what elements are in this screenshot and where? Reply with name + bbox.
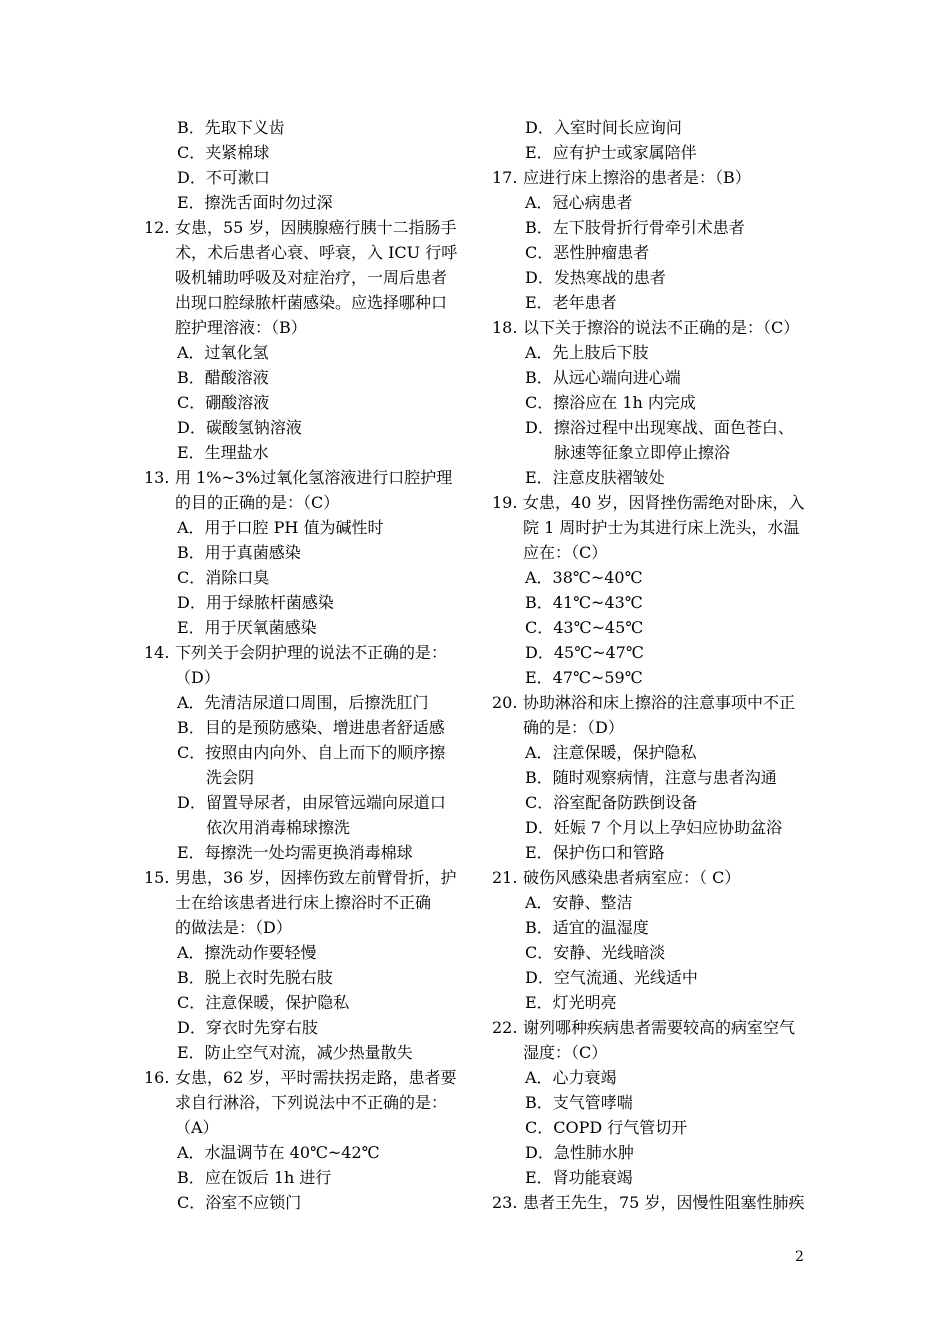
question-text: 用 1%~3%过氧化氢溶液进行口腔护理 [175, 468, 453, 487]
answer-option: A．水温调节在 40℃~42℃ [177, 1143, 380, 1162]
question-number: 16. [144, 1068, 170, 1087]
question-continuation: 确的是：（D） [523, 718, 624, 737]
question-continuation: 的做法是：（D） [175, 918, 292, 937]
question-number: 14. [144, 643, 170, 662]
question-number: 20. [492, 693, 518, 712]
question-continuation: 的目的正确的是：（C） [175, 493, 340, 512]
question-text: 应进行床上擦浴的患者是：（B） [523, 168, 751, 187]
option-continuation: 脉速等征象立即停止擦浴 [554, 443, 731, 462]
answer-option: D．留置导尿者，由尿管远端向尿道口 [177, 793, 446, 812]
answer-option: E．每擦洗一处均需更换消毒棉球 [177, 843, 413, 862]
answer-option: C．注意保暖，保护隐私 [177, 993, 350, 1012]
answer-option: D．发热寒战的患者 [525, 268, 666, 287]
question-continuation: 应在：（C） [523, 543, 608, 562]
question-number: 23. [492, 1193, 518, 1212]
answer-option: E．擦洗舌面时勿过深 [177, 193, 333, 212]
question-continuation: 吸机辅助呼吸及对症治疗，一周后患者 [175, 268, 448, 287]
question-number: 22. [492, 1018, 518, 1037]
answer-option: E．应有护士或家属陪伴 [525, 143, 697, 162]
question-text: 男患，36 岁，因摔伤致左前臂骨折，护 [175, 868, 457, 887]
answer-option: C．COPD 行气管切开 [525, 1118, 688, 1137]
option-continuation: 洗会阴 [206, 768, 255, 787]
question-line [492, 865, 822, 890]
answer-option: D．擦浴过程中出现寒战、面色苍白、 [525, 418, 794, 437]
question-continuation: 术，术后患者心衰、呼衰，入 ICU 行呼 [175, 243, 458, 262]
answer-option: A．过氧化氢 [177, 343, 269, 362]
question-text: 破伤风感染患者病室应：（ C） [523, 868, 741, 887]
question-number: 17. [492, 168, 518, 187]
question-line [144, 1065, 474, 1090]
question-line [144, 215, 474, 240]
answer-option: B．从远心端向进心端 [525, 368, 681, 387]
question-continuation: 腔护理溶液：（B） [175, 318, 307, 337]
question-line [144, 465, 474, 490]
answer-option: A．用于口腔 PH 值为碱性时 [177, 518, 384, 537]
question-text: 协助淋浴和床上擦浴的注意事项中不正 [523, 693, 796, 712]
right-column [492, 115, 822, 1215]
answer-option: E．肾功能衰竭 [525, 1168, 633, 1187]
answer-option: B．随时观察病情，注意与患者沟通 [525, 768, 777, 787]
question-continuation: （D） [175, 668, 220, 687]
answer-option: D．妊娠 7 个月以上孕妇应协助盆浴 [525, 818, 783, 837]
question-number: 19. [492, 493, 518, 512]
question-line [492, 1190, 822, 1215]
answer-option: C．擦浴应在 1h 内完成 [525, 393, 696, 412]
question-number: 18. [492, 318, 518, 337]
answer-option: E．灯光明亮 [525, 993, 617, 1012]
answer-option: A．先清洁尿道口周围，后擦洗肛门 [177, 693, 429, 712]
answer-option: C．夹紧棉球 [177, 143, 270, 162]
question-text: 女患，40 岁，因肾挫伤需绝对卧床，入 [523, 493, 805, 512]
answer-option: C．恶性肿瘤患者 [525, 243, 650, 262]
question-line [492, 490, 822, 515]
question-continuation: 士在给该患者进行床上擦浴时不正确 [175, 893, 432, 912]
question-text: 女患，62 岁，平时需扶拐走路，患者要 [175, 1068, 457, 1087]
question-line [492, 690, 822, 715]
question-number: 12. [144, 218, 170, 237]
answer-option: B．先取下义齿 [177, 118, 285, 137]
question-continuation: 出现口腔绿脓杆菌感染。应选择哪种口 [175, 293, 448, 312]
answer-option: A．先上肢后下肢 [525, 343, 649, 362]
question-number: 21. [492, 868, 518, 887]
question-continuation: 湿度：（C） [523, 1043, 608, 1062]
question-text: 患者王先生，75 岁，因慢性阻塞性肺疾 [523, 1193, 805, 1212]
question-number: 13. [144, 468, 170, 487]
answer-option: B．左下肢骨折行骨牵引术患者 [525, 218, 745, 237]
answer-option: E．注意皮肤褶皱处 [525, 468, 665, 487]
answer-option: C．安静、光线暗淡 [525, 943, 666, 962]
answer-option: E．47℃~59℃ [525, 668, 643, 687]
answer-option: D．空气流通、光线适中 [525, 968, 698, 987]
answer-option: B．目的是预防感染、增进患者舒适感 [177, 718, 445, 737]
answer-option: E．老年患者 [525, 293, 617, 312]
question-line [492, 165, 822, 190]
answer-option: A．擦洗动作要轻慢 [177, 943, 317, 962]
answer-option: E．保护伤口和管路 [525, 843, 665, 862]
question-text: 以下关于擦浴的说法不正确的是：（C） [523, 318, 800, 337]
answer-option: A．冠心病患者 [525, 193, 633, 212]
answer-option: D．碳酸氢钠溶液 [177, 418, 302, 437]
question-continuation: 求自行淋浴，下列说法中不正确的是： [175, 1093, 448, 1112]
question-line [492, 1015, 822, 1040]
answer-option: D．急性肺水肿 [525, 1143, 634, 1162]
answer-option: D．入室时间长应询问 [525, 118, 682, 137]
answer-option: D．不可漱口 [177, 168, 270, 187]
answer-option: D．45℃~47℃ [525, 643, 644, 662]
answer-option: B．脱上衣时先脱右肢 [177, 968, 333, 987]
question-continuation: 院 1 周时护士为其进行床上洗头，水温 [523, 518, 800, 537]
answer-option: A．安静、整洁 [525, 893, 633, 912]
answer-option: B．应在饭后 1h 进行 [177, 1168, 332, 1187]
answer-option: C．消除口臭 [177, 568, 270, 587]
question-text: 谢列哪种疾病患者需要较高的病室空气 [523, 1018, 796, 1037]
answer-option: E．生理盐水 [177, 443, 269, 462]
question-number: 15. [144, 868, 170, 887]
answer-option: B．适宜的温湿度 [525, 918, 649, 937]
answer-option: D．穿衣时先穿右肢 [177, 1018, 318, 1037]
question-line [144, 640, 474, 665]
answer-option: E．防止空气对流，减少热量散失 [177, 1043, 413, 1062]
answer-option: A．38℃~40℃ [525, 568, 643, 587]
option-continuation: 依次用消毒棉球擦洗 [206, 818, 351, 837]
answer-option: C．浴室配备防跌倒设备 [525, 793, 698, 812]
question-text: 下列关于会阴护理的说法不正确的是： [175, 643, 448, 662]
answer-option: A．心力衰竭 [525, 1068, 617, 1087]
question-text: 女患，55 岁，因胰腺癌行胰十二指肠手 [175, 218, 457, 237]
answer-option: A．注意保暖，保护隐私 [525, 743, 697, 762]
left-column [144, 115, 474, 1215]
answer-option: C．硼酸溶液 [177, 393, 270, 412]
answer-option: C．浴室不应锁门 [177, 1193, 302, 1212]
answer-option: C．43℃~45℃ [525, 618, 644, 637]
question-line [492, 315, 822, 340]
answer-option: E．用于厌氧菌感染 [177, 618, 317, 637]
question-line [144, 865, 474, 890]
answer-option: B．41℃~43℃ [525, 593, 643, 612]
answer-option: B．支气管哮喘 [525, 1093, 633, 1112]
question-continuation: （A） [175, 1118, 219, 1137]
answer-option: C．按照由内向外、自上而下的顺序擦 [177, 743, 446, 762]
answer-option: B．用于真菌感染 [177, 543, 301, 562]
answer-option: B．醋酸溶液 [177, 368, 269, 387]
page-number: 2 [795, 1249, 804, 1265]
answer-option: D．用于绿脓杆菌感染 [177, 593, 334, 612]
